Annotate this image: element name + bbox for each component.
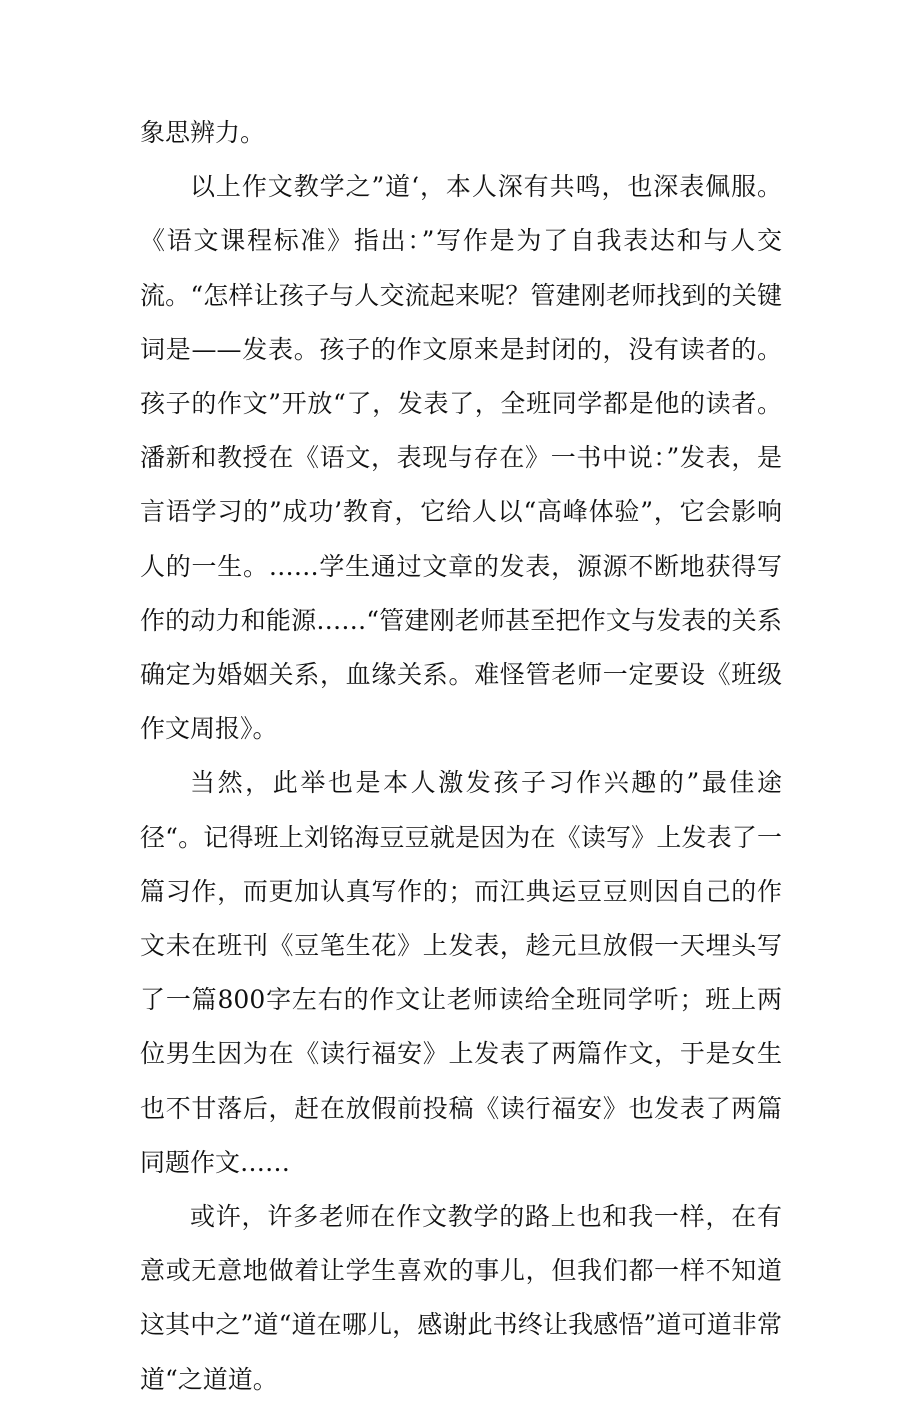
paragraph-4: 或许，许多老师在作文教学的路上也和我一样，在有意或无意地做着让学生喜欢的事儿，但我们都一样不知道这其中之”道“道在哪儿，感谢此书终让我感悟”道可道非常道“之道道。 — [140, 1202, 782, 1394]
document-body — [140, 106, 782, 1407]
paragraph-3: 当然，此举也是本人激发孩子习作兴趣的”最佳途径“。记得班上刘铭海豆豆就是因为在《读写》上发表了一篇习作，而更加认真写作的；而江典运豆豆则因自己的作文未在班刊《豆笔生花》上发表，趁元旦放假一天埋头写了一篇800字左右的作文让老师读给全班同学听；班上两位男生因为在《读行福安》上发表了两篇作文，于是女生也不甘落后，赶在放假前投稿《读行福安》也发表了两篇同题作文…… — [140, 768, 782, 1177]
paragraph-1: 象思辨力。 — [140, 118, 266, 147]
paragraph-2: 以上作文教学之”道‘，本人深有共鸣，也深表佩服。《语文课程标准》指出：”写作是为了自我表达和与人交流。“怎样让孩子与人交流起来呢？管建刚老师找到的关键词是——发表。孩子的作文原来是封闭的，没有读者的。孩子的作文”开放“了，发表了，全班同学都是他的读者。潘新和教授在《语文，表现与存在》一书中说：”发表，是言语学习的”成功’教育，它给人以“高峰体验”，它会影响人的一生。……学生通过文章的发表，源源不断地获得写作的动力和能源……“管建刚老师甚至把作文与发表的关系确定为婚姻关系，血缘关系。难怪管老师一定要设《班级作文周报》。 — [140, 172, 782, 744]
